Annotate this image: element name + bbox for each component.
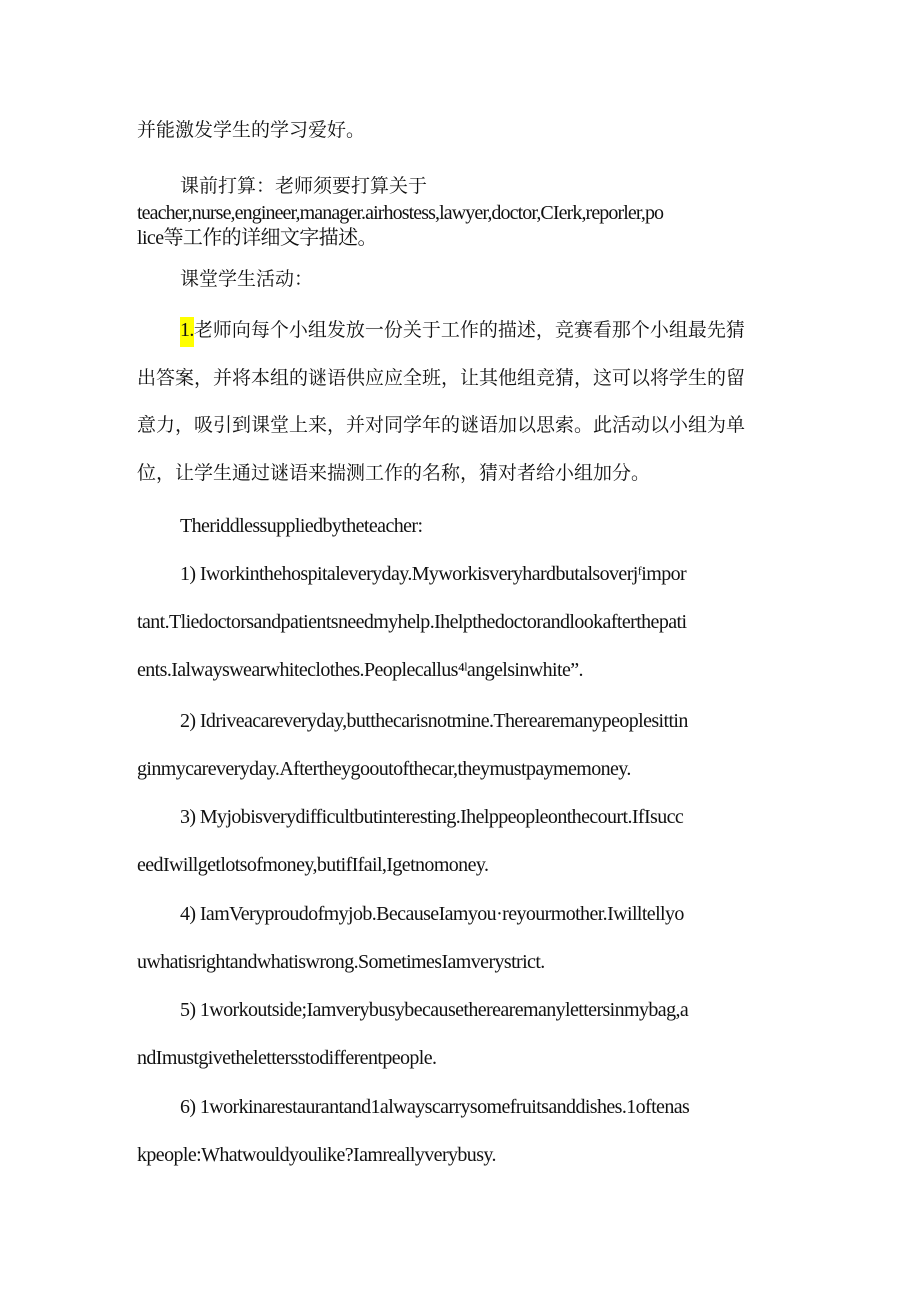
riddle-6-line-1: 6) 1workinarestaurantand1alwayscarrysomefruitsanddishes.1oftenas — [180, 1096, 690, 1118]
highlighted-item-number: 1. — [180, 317, 194, 347]
riddle-3-line-1: 3) Myjobisverydifficultbutinteresting.Ihelppeopleonthecourt.IfIsucc — [180, 806, 684, 828]
activity-item-1-line-1 — [180, 318, 745, 342]
prep-line-3: lice等工作的详细文字描述。 — [137, 227, 377, 249]
riddles-heading: Theriddlessuppliedbytheteacher: — [180, 515, 423, 537]
riddle-5-line-2: ndImustgivethelettersstodifferentpeople. — [137, 1047, 437, 1069]
intro-line: 并能激发学生的学习爱好。 — [137, 119, 366, 141]
activity-item-1-line-2: 出答案，并将本组的谜语供应应全班，让其他组竞猜，这可以将学生的留 — [137, 367, 746, 389]
prep-line-2: teacher,nurse,engineer,manager.airhostess,lawyer,doctor,CIerk,reporler,po — [137, 202, 664, 224]
prep-line-1: 课前打算：老师须要打算关于 — [180, 175, 428, 197]
riddle-3-line-2: eedIwillgetlotsofmoney,butifIfail,Igetnomoney. — [137, 854, 489, 876]
activity-item-1-line-3: 意力，吸引到课堂上来，并对同学年的谜语加以思索。此活动以小组为单 — [137, 414, 746, 436]
riddle-5-line-1: 5) 1workoutside;Iamverybusybecausetherearemanylettersinmybag,a — [180, 999, 689, 1021]
riddle-4-line-2: uwhatisrightandwhatiswrong.SometimesIamverystrict. — [137, 951, 545, 973]
riddle-2-line-1: 2) Idriveacareveryday,butthecarisnotmine.Therearemanypeoplesittin — [180, 710, 688, 732]
riddle-2-line-2: ginmycareveryday.Aftertheygooutofthecar,theymustpaymemoney. — [137, 758, 631, 780]
activity-item-1-text: 老师向每个小组发放一份关于工作的描述，竞赛看那个小组最先猜 — [193, 319, 745, 341]
activity-title: 课堂学生活动： — [180, 268, 314, 290]
activity-item-1-line-4: 位，让学生通过谜语来揣测工作的名称，猜对者给小组加分。 — [137, 462, 651, 484]
riddle-1-line-2: tant.Tliedoctorsandpatientsneedmyhelp.Ihelpthedoctorandlookafterthepati — [137, 611, 687, 633]
riddle-4-line-1: 4) IamVeryproudofmyjob.BecauseIamyou·reyourmother.Iwilltellyo — [180, 903, 684, 925]
riddle-1-line-1: 1) Iworkinthehospitaleveryday.Myworkisveryhardbutalsoverjᶠimpor — [180, 563, 687, 585]
riddle-1-line-3: ents.Ialwayswearwhiteclothes.Peoplecallus⁴ˡangelsinwhite”. — [137, 659, 583, 681]
riddle-6-line-2: kpeople:Whatwouldyoulike?Iamreallyverybusy. — [137, 1144, 496, 1166]
